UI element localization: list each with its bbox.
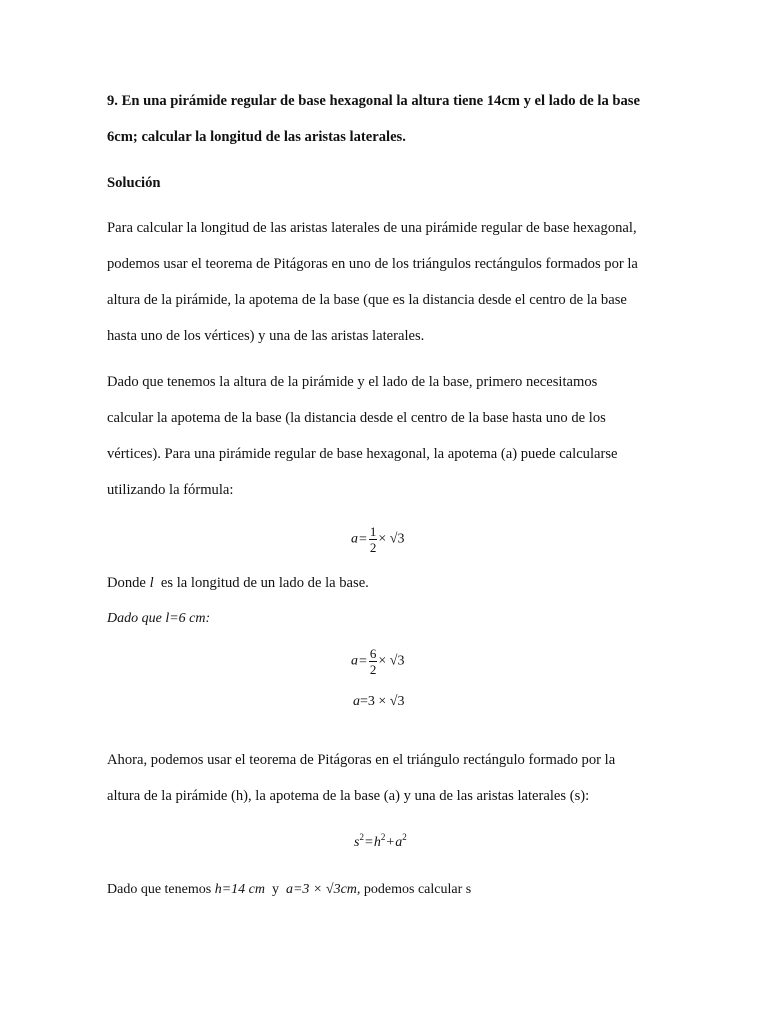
donde-before: Donde <box>107 575 150 591</box>
problem-line-2: 6cm; calcular la longitud de las aristas laterales. <box>107 129 406 145</box>
eq-sign: = <box>364 835 373 850</box>
eq-variable: a <box>353 694 360 709</box>
fraction-denominator: 2 <box>369 540 377 555</box>
paragraph2-line: vértices). Para una pirámide regular de base hexagonal, la apotema (a) puede calcularse <box>107 446 618 462</box>
paragraph2-line: Dado que tenemos la altura de la pirámide y el lado de la base, primero necesitamos <box>107 374 598 390</box>
final-line <box>107 881 471 899</box>
paragraph1-line: Para calcular la longitud de las aristas laterales de una pirámide regular de base hexagonal, <box>107 220 637 236</box>
final-a-expression: a=3 × √3cm, <box>285 882 361 897</box>
eq-rest: =3 × √3 <box>360 694 405 709</box>
final-h-expression: h=14 cm <box>214 882 265 897</box>
problem-line-1: 9. En una pirámide regular de base hexagonal la altura tiene 14cm y el lado de la base <box>107 93 640 109</box>
fraction <box>369 524 378 555</box>
equation-pythagoras <box>354 834 407 852</box>
equation-apothem-formula <box>351 524 405 555</box>
donde-line <box>107 574 369 592</box>
solution-heading: Solución <box>107 175 161 191</box>
paragraph3-line: altura de la pirámide (h), la apotema de la base (a) y una de las aristas laterales (s): <box>107 788 590 804</box>
exponent: 2 <box>402 832 407 842</box>
donde-after: es la longitud de un lado de la base. <box>153 575 369 591</box>
final-before: Dado que tenemos <box>107 882 215 897</box>
fraction <box>369 646 378 677</box>
paragraph2-line: calcular la apotema de la base (la distancia desde el centro de la base hasta uno de los <box>107 410 606 426</box>
fraction-numerator: 6 <box>369 646 377 661</box>
equation-apothem-substituted <box>351 646 405 677</box>
final-mid: y <box>264 882 286 897</box>
paragraph1-line: hasta uno de los vértices) y una de las aristas laterales. <box>107 328 425 344</box>
exponent: 2 <box>359 832 364 842</box>
dado-que-l-line: Dado que l=6 cm: <box>107 611 211 626</box>
fraction-numerator: 1 <box>369 524 377 539</box>
equation-apothem-result <box>353 693 404 711</box>
eq-rest: × √3 <box>378 531 405 547</box>
exponent: 2 <box>380 832 386 842</box>
eq-h: h <box>373 835 381 850</box>
eq-plus: + <box>386 835 395 850</box>
paragraph2-line: utilizando la fórmula: <box>107 482 234 498</box>
eq-rest: × √3 <box>378 653 405 669</box>
paragraph1-line: altura de la pirámide, la apotema de la base (que es la distancia desde el centro de la base <box>107 292 627 308</box>
eq-variable: a <box>351 653 358 669</box>
eq-variable: a <box>351 531 358 547</box>
fraction-denominator: 2 <box>369 662 377 677</box>
paragraph1-line: podemos usar el teorema de Pitágoras en uno de los triángulos rectángulos formados por la <box>107 256 638 272</box>
eq-s: s <box>354 835 360 850</box>
donde-variable: l <box>149 575 154 591</box>
paragraph3-line: Ahora, podemos usar el teorema de Pitágoras en el triángulo rectángulo formado por la <box>107 752 616 768</box>
eq-a: a <box>395 835 403 850</box>
eq-sign: = <box>359 531 367 547</box>
final-after: podemos calcular s <box>360 882 472 897</box>
eq-sign: = <box>359 653 367 669</box>
